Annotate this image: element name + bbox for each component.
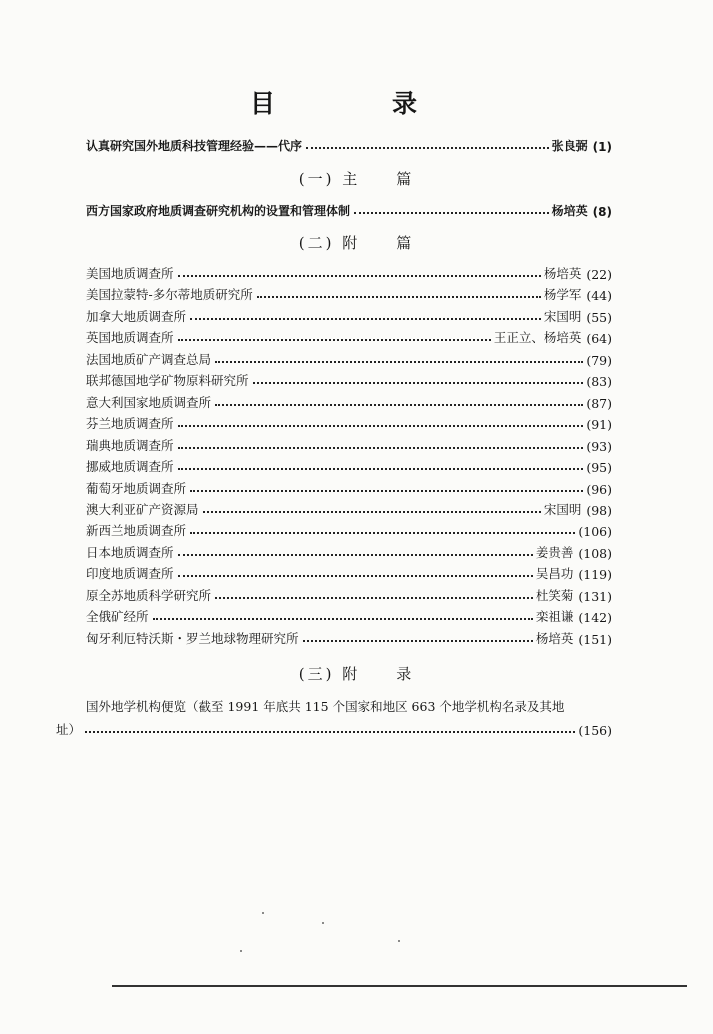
toc-entry[interactable] <box>86 584 612 604</box>
toc-entry-title: 英国地质调查所 <box>86 330 174 346</box>
leader-dots <box>303 640 533 642</box>
leader-dots <box>354 212 549 214</box>
toc-entry-title: 西方国家政府地质调查研究机构的设置和管理体制 <box>86 204 351 218</box>
section-heading-main: (一) 主 篇 <box>298 170 415 188</box>
toc-entry-author: 杨培英 <box>551 204 588 218</box>
toc-entry-page: (22) <box>586 267 612 282</box>
toc-entry-title: 址） <box>56 722 82 737</box>
section-heading-appendix: (二) 附 篇 <box>298 234 415 252</box>
toc-entry-page: (95) <box>586 460 612 476</box>
appendix-entry-line1[interactable]: 国外地学机构便览（截至 1991 年底共 115 个国家和地区 663 个地学机构名录及其地 <box>86 699 565 714</box>
toc-entry[interactable] <box>86 326 612 346</box>
toc-entry-page: (98) <box>586 502 612 518</box>
scan-speck <box>262 912 264 914</box>
toc-entry[interactable] <box>86 262 612 282</box>
leader-dots <box>306 147 549 149</box>
toc-entry-page: (64) <box>586 331 612 347</box>
toc-entry-page: (83) <box>586 374 612 390</box>
toc-entry-title: 匈牙利厄特沃斯・罗兰地球物理研究所 <box>86 630 299 646</box>
toc-entry[interactable] <box>86 541 612 561</box>
toc-entry-author: 宋国明 <box>543 308 582 324</box>
toc-entry[interactable] <box>86 519 612 539</box>
leader-dots <box>190 490 583 492</box>
toc-entry-author: 宋国明 <box>543 501 582 517</box>
toc-entry-author: 栾祖谦 <box>535 609 574 625</box>
toc-entry-page: (96) <box>586 481 612 497</box>
toc-entry-page: (91) <box>586 417 612 433</box>
scan-speck <box>240 950 242 952</box>
appendix-entry-line2[interactable] <box>56 718 612 738</box>
toc-entry-page: (87) <box>586 395 612 411</box>
leader-dots <box>85 731 575 733</box>
toc-entry[interactable] <box>86 627 612 647</box>
leader-dots <box>215 361 583 363</box>
section-heading-record: (三) 附 录 <box>298 665 415 683</box>
toc-entry-author: 杨培英 <box>535 630 574 646</box>
toc-entry-page: (44) <box>586 288 612 304</box>
toc-entry[interactable] <box>86 305 612 325</box>
toc-entry-title: 意大利国家地质调查所 <box>86 394 212 410</box>
toc-entry-title: 认真研究国外地质科技管理经验——代序 <box>86 139 303 153</box>
toc-entry-title: 联邦德国地学矿物原料研究所 <box>86 373 249 389</box>
leader-dots <box>190 532 575 534</box>
toc-entry-page: (119) <box>578 567 612 583</box>
toc-entry-title: 日本地质调查所 <box>86 544 174 560</box>
leader-dots <box>178 447 584 449</box>
toc-entry-title: 新西兰地质调查所 <box>86 523 187 539</box>
page-title: 目 录 <box>249 89 463 118</box>
toc-entry-author: 杨培英 <box>543 266 582 281</box>
leader-dots <box>178 554 533 556</box>
toc-entry-main[interactable] <box>86 199 612 219</box>
toc-entry[interactable] <box>86 455 612 475</box>
toc-entry[interactable] <box>86 391 612 411</box>
toc-entry-page: (1) <box>592 140 612 154</box>
toc-entry-author: 吴昌功 <box>535 566 574 582</box>
leader-dots <box>178 468 584 470</box>
toc-entry-title: 瑞典地质调查所 <box>86 437 174 453</box>
toc-entry[interactable] <box>86 498 612 518</box>
leader-dots <box>203 511 541 513</box>
toc-entry-title: 加拿大地质调查所 <box>86 308 187 324</box>
toc-entry-author: 张良弼 <box>551 139 588 153</box>
leader-dots <box>178 575 533 577</box>
toc-entry-title: 全俄矿经所 <box>86 609 149 625</box>
leader-dots <box>178 275 541 277</box>
bottom-rule <box>112 985 687 987</box>
toc-entry[interactable] <box>86 348 612 368</box>
toc-entry-page: (106) <box>578 524 612 540</box>
toc-entry[interactable] <box>86 562 612 582</box>
toc-entry-title: 芬兰地质调查所 <box>86 416 174 432</box>
toc-entry-title: 美国拉蒙特-多尔蒂地质研究所 <box>86 287 253 303</box>
toc-entry-title: 原全苏地质科学研究所 <box>86 587 212 603</box>
toc-entry-page: (108) <box>578 545 612 561</box>
scan-speck <box>322 922 324 924</box>
toc-entry-title: 澳大利亚矿产资源局 <box>86 501 199 517</box>
toc-entry-author: 杨学军 <box>543 287 582 303</box>
toc-entry-title: 挪威地质调查所 <box>86 459 174 475</box>
toc-entry[interactable] <box>86 434 612 454</box>
leader-dots <box>215 404 583 406</box>
toc-entry-author: 杜笑菊 <box>535 587 574 603</box>
scan-speck <box>398 940 400 942</box>
toc-entry-author: 姜贵善 <box>535 544 574 560</box>
toc-entry[interactable] <box>86 605 612 625</box>
toc-entry-page: (93) <box>586 438 612 454</box>
toc-entry-preface[interactable] <box>86 134 612 154</box>
leader-dots <box>253 382 584 384</box>
toc-entry-title: 法国地质矿产调查总局 <box>86 351 212 367</box>
toc-entry-author: 王正立、杨培英 <box>493 330 582 346</box>
toc-entry[interactable] <box>86 412 612 432</box>
leader-dots <box>178 425 584 427</box>
toc-entry-page: (79) <box>586 352 612 368</box>
leader-dots <box>215 597 533 599</box>
leader-dots <box>178 339 491 341</box>
toc-entry-page: (156) <box>578 723 612 738</box>
toc-entry-page: (55) <box>586 309 612 325</box>
toc-entry[interactable] <box>86 369 612 389</box>
leader-dots <box>153 618 533 620</box>
toc-entry-title: 印度地质调查所 <box>86 566 174 582</box>
toc-entry-page: (8) <box>592 205 612 219</box>
toc-entry[interactable] <box>86 477 612 497</box>
toc-entry-page: (142) <box>578 610 612 626</box>
toc-entry-title: 美国地质调查所 <box>86 266 174 281</box>
toc-entry-page: (131) <box>578 588 612 604</box>
leader-dots <box>190 318 541 320</box>
toc-entry[interactable] <box>86 283 612 303</box>
toc-entry-title: 葡萄牙地质调查所 <box>86 480 187 496</box>
toc-entry-page: (151) <box>578 631 612 647</box>
leader-dots <box>257 296 541 298</box>
